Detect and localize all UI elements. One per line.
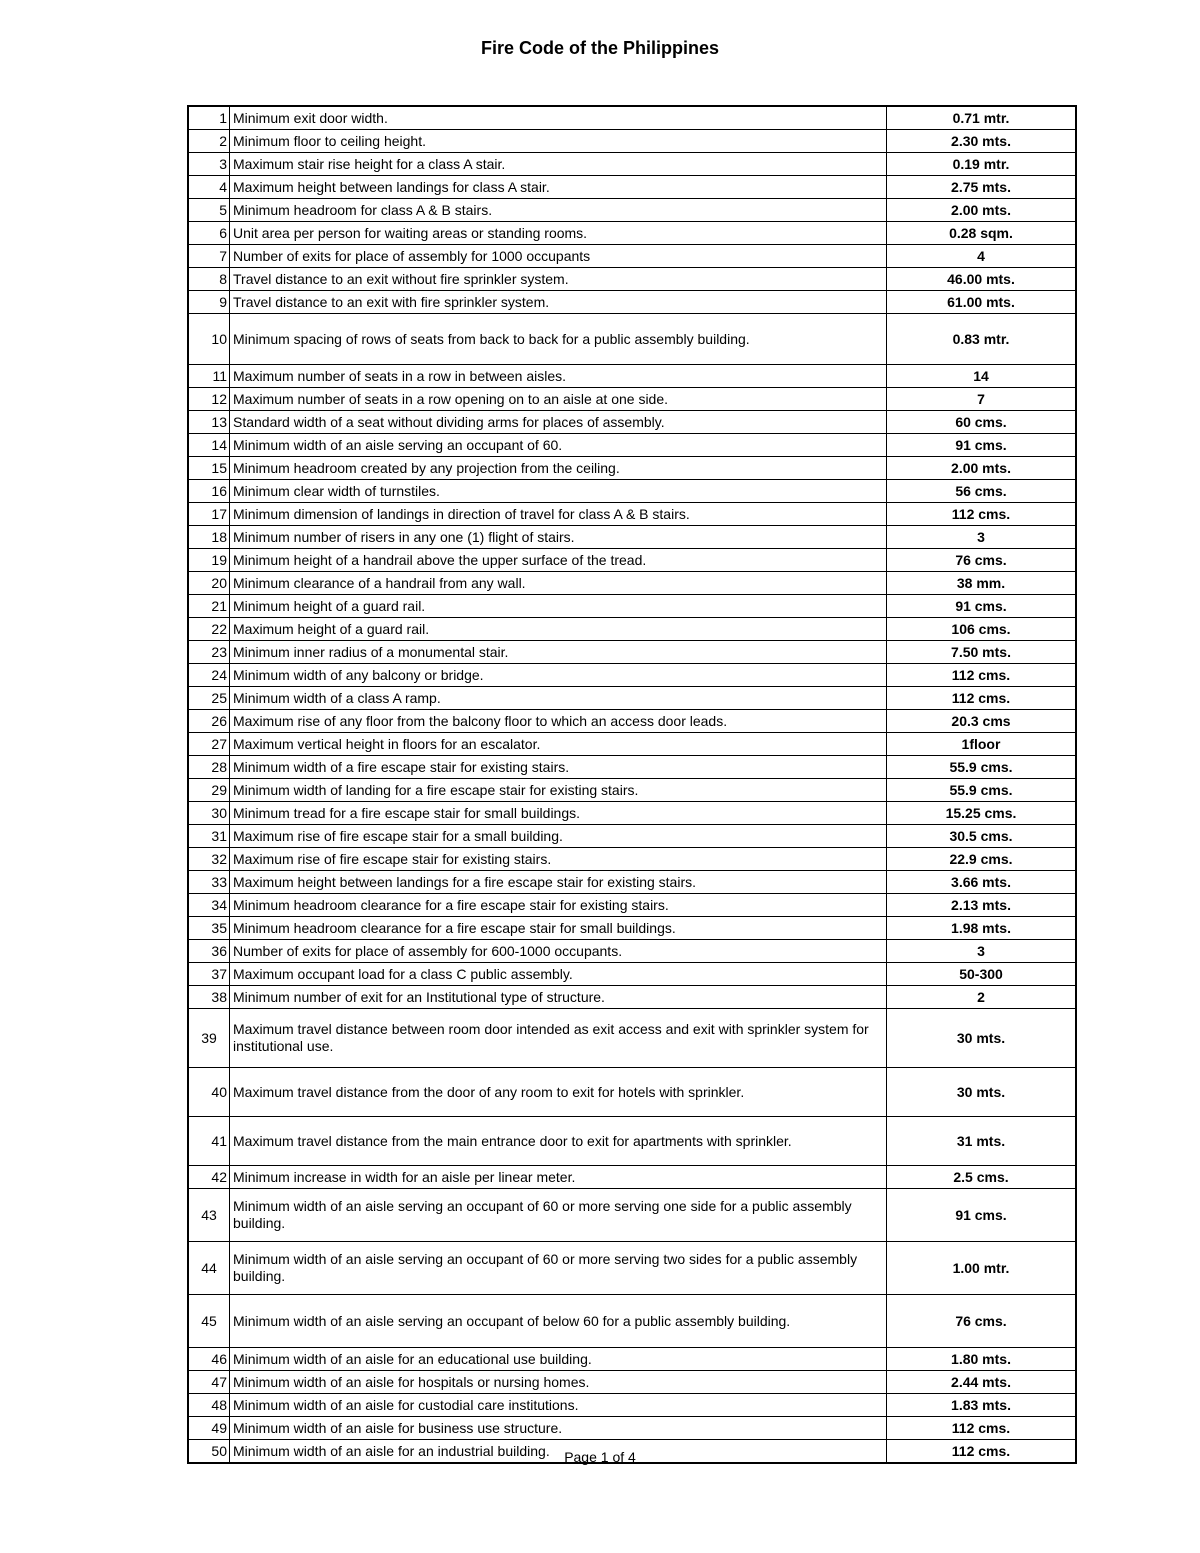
- row-description: Minimum inner radius of a monumental stair.: [230, 641, 887, 664]
- row-description: Minimum increase in width for an aisle per linear meter.: [230, 1166, 887, 1189]
- table-row: [188, 687, 1076, 710]
- row-description: Maximum number of seats in a row opening on to an aisle at one side.: [230, 388, 887, 411]
- row-number: 38: [188, 986, 230, 1009]
- row-number: 43: [188, 1189, 230, 1242]
- row-value: 1.80 mts.: [887, 1348, 1077, 1371]
- row-description: Minimum width of any balcony or bridge.: [230, 664, 887, 687]
- row-value: 30.5 cms.: [887, 825, 1077, 848]
- table-row: [188, 1295, 1076, 1348]
- row-description: Minimum width of an aisle for hospitals or nursing homes.: [230, 1371, 887, 1394]
- table-row: [188, 1189, 1076, 1242]
- row-value: 30 mts.: [887, 1068, 1077, 1117]
- row-number: 18: [188, 526, 230, 549]
- row-description: Minimum dimension of landings in direction of travel for class A & B stairs.: [230, 503, 887, 526]
- row-value: 20.3 cms: [887, 710, 1077, 733]
- row-number: 29: [188, 779, 230, 802]
- table-row: [188, 457, 1076, 480]
- row-number: 48: [188, 1394, 230, 1417]
- row-value: 3: [887, 526, 1077, 549]
- row-description: Minimum spacing of rows of seats from back to back for a public assembly building.: [230, 314, 887, 365]
- row-value: 3.66 mts.: [887, 871, 1077, 894]
- row-description: Minimum width of an aisle for custodial care institutions.: [230, 1394, 887, 1417]
- row-description: Minimum headroom clearance for a fire escape stair for existing stairs.: [230, 894, 887, 917]
- row-value: 112 cms.: [887, 1417, 1077, 1440]
- table-row: [188, 388, 1076, 411]
- table-row: [188, 917, 1076, 940]
- row-description: Number of exits for place of assembly for 600-1000 occupants.: [230, 940, 887, 963]
- table-row: [188, 1394, 1076, 1417]
- page-footer: Page 1 of 4: [564, 1449, 636, 1465]
- table-row: [188, 1371, 1076, 1394]
- row-number: 13: [188, 411, 230, 434]
- table-row: [188, 153, 1076, 176]
- table-row: [188, 434, 1076, 457]
- row-value: 22.9 cms.: [887, 848, 1077, 871]
- row-number: 10: [188, 314, 230, 365]
- row-description: Maximum number of seats in a row in between aisles.: [230, 365, 887, 388]
- row-description: Minimum width of an aisle for an industrial building.: [230, 1440, 887, 1464]
- row-value: 0.83 mtr.: [887, 314, 1077, 365]
- row-value: 4: [887, 245, 1077, 268]
- table-row: [188, 1417, 1076, 1440]
- row-value: 2.30 mts.: [887, 130, 1077, 153]
- row-number: 2: [188, 130, 230, 153]
- row-description: Minimum height of a handrail above the upper surface of the tread.: [230, 549, 887, 572]
- row-number: 45: [188, 1295, 230, 1348]
- row-number: 15: [188, 457, 230, 480]
- row-number: 39: [188, 1009, 230, 1068]
- row-number: 47: [188, 1371, 230, 1394]
- row-description: Minimum width of an aisle serving an occupant of 60 or more serving two sides for a public assembly building.: [230, 1242, 887, 1295]
- row-value: 1.00 mtr.: [887, 1242, 1077, 1295]
- row-value: 2.00 mts.: [887, 457, 1077, 480]
- row-value: 2.44 mts.: [887, 1371, 1077, 1394]
- row-number: 41: [188, 1117, 230, 1166]
- row-description: Travel distance to an exit without fire sprinkler system.: [230, 268, 887, 291]
- row-number: 49: [188, 1417, 230, 1440]
- row-number: 7: [188, 245, 230, 268]
- row-description: Minimum clear width of turnstiles.: [230, 480, 887, 503]
- row-value: 3: [887, 940, 1077, 963]
- row-value: 112 cms.: [887, 664, 1077, 687]
- table-row: [188, 825, 1076, 848]
- table-row: [188, 1348, 1076, 1371]
- row-number: 5: [188, 199, 230, 222]
- row-description: Minimum floor to ceiling height.: [230, 130, 887, 153]
- table-row: [188, 1009, 1076, 1068]
- row-description: Minimum width of a fire escape stair for existing stairs.: [230, 756, 887, 779]
- row-number: 14: [188, 434, 230, 457]
- row-number: 40: [188, 1068, 230, 1117]
- row-number: 26: [188, 710, 230, 733]
- row-description: Minimum width of an aisle for an educational use building.: [230, 1348, 887, 1371]
- row-description: Unit area per person for waiting areas or standing rooms.: [230, 222, 887, 245]
- table-row: [188, 756, 1076, 779]
- row-value: 2.75 mts.: [887, 176, 1077, 199]
- table-row: [188, 503, 1076, 526]
- table-row: [188, 291, 1076, 314]
- row-value: 1floor: [887, 733, 1077, 756]
- row-value: 112 cms.: [887, 687, 1077, 710]
- row-description: Minimum exit door width.: [230, 106, 887, 130]
- table-row: [188, 222, 1076, 245]
- row-number: 34: [188, 894, 230, 917]
- row-description: Number of exits for place of assembly for 1000 occupants: [230, 245, 887, 268]
- row-description: Maximum travel distance from the main entrance door to exit for apartments with sprinkler.: [230, 1117, 887, 1166]
- row-description: Maximum rise of fire escape stair for a small building.: [230, 825, 887, 848]
- row-number: 32: [188, 848, 230, 871]
- row-description: Maximum vertical height in floors for an escalator.: [230, 733, 887, 756]
- table-row: [188, 986, 1076, 1009]
- table-row: [188, 1117, 1076, 1166]
- table-row: [188, 365, 1076, 388]
- page-title: Fire Code of the Philippines: [480, 38, 720, 58]
- row-value: 7.50 mts.: [887, 641, 1077, 664]
- row-value: 7: [887, 388, 1077, 411]
- row-value: 106 cms.: [887, 618, 1077, 641]
- row-number: 35: [188, 917, 230, 940]
- row-value: 0.19 mtr.: [887, 153, 1077, 176]
- row-value: 2.13 mts.: [887, 894, 1077, 917]
- table-row: [188, 268, 1076, 291]
- row-number: 28: [188, 756, 230, 779]
- row-value: 60 cms.: [887, 411, 1077, 434]
- row-number: 37: [188, 963, 230, 986]
- row-value: 2: [887, 986, 1077, 1009]
- table-row: [188, 1068, 1076, 1117]
- row-description: Maximum height between landings for class A stair.: [230, 176, 887, 199]
- row-number: 1: [188, 106, 230, 130]
- row-value: 2.00 mts.: [887, 199, 1077, 222]
- table-row: [188, 411, 1076, 434]
- table-row: [188, 595, 1076, 618]
- row-description: Maximum rise of any floor from the balcony floor to which an access door leads.: [230, 710, 887, 733]
- table-row: [188, 618, 1076, 641]
- table-row: [188, 130, 1076, 153]
- row-value: 15.25 cms.: [887, 802, 1077, 825]
- row-description: Minimum width of an aisle serving an occupant of 60.: [230, 434, 887, 457]
- row-value: 0.28 sqm.: [887, 222, 1077, 245]
- row-number: 25: [188, 687, 230, 710]
- row-description: Minimum height of a guard rail.: [230, 595, 887, 618]
- row-description: Maximum travel distance between room door intended as exit access and exit with sprinkler system for institutional use.: [230, 1009, 887, 1068]
- row-value: 112 cms.: [887, 503, 1077, 526]
- table-row: [188, 710, 1076, 733]
- row-number: 42: [188, 1166, 230, 1189]
- table-row: [188, 848, 1076, 871]
- table-row: [188, 176, 1076, 199]
- row-description: Maximum height of a guard rail.: [230, 618, 887, 641]
- table-row: [188, 1242, 1076, 1295]
- fire-code-table: [187, 105, 1077, 1464]
- row-number: 33: [188, 871, 230, 894]
- row-number: 50: [188, 1440, 230, 1464]
- row-value: 55.9 cms.: [887, 756, 1077, 779]
- row-number: 46: [188, 1348, 230, 1371]
- row-description: Minimum width of an aisle serving an occupant of 60 or more serving one side for a public assembly building.: [230, 1189, 887, 1242]
- row-description: Minimum width of an aisle for business use structure.: [230, 1417, 887, 1440]
- table-row: [188, 802, 1076, 825]
- row-value: 61.00 mts.: [887, 291, 1077, 314]
- row-number: 12: [188, 388, 230, 411]
- row-description: Minimum width of a class A ramp.: [230, 687, 887, 710]
- row-description: Maximum occupant load for a class C public assembly.: [230, 963, 887, 986]
- row-value: 76 cms.: [887, 549, 1077, 572]
- table-row: [188, 1166, 1076, 1189]
- row-description: Minimum headroom created by any projection from the ceiling.: [230, 457, 887, 480]
- row-description: Minimum tread for a fire escape stair for small buildings.: [230, 802, 887, 825]
- row-value: 76 cms.: [887, 1295, 1077, 1348]
- row-number: 11: [188, 365, 230, 388]
- row-description: Minimum headroom for class A & B stairs.: [230, 199, 887, 222]
- table-row: [188, 940, 1076, 963]
- row-description: Minimum width of landing for a fire escape stair for existing stairs.: [230, 779, 887, 802]
- row-value: 91 cms.: [887, 595, 1077, 618]
- row-number: 3: [188, 153, 230, 176]
- row-description: Minimum clearance of a handrail from any wall.: [230, 572, 887, 595]
- table-row: [188, 245, 1076, 268]
- table-row: [188, 963, 1076, 986]
- table-row: [188, 779, 1076, 802]
- table-body: [188, 106, 1076, 1463]
- row-value: 91 cms.: [887, 434, 1077, 457]
- row-value: 112 cms.: [887, 1440, 1077, 1464]
- table-row: [188, 871, 1076, 894]
- row-description: Minimum number of risers in any one (1) flight of stairs.: [230, 526, 887, 549]
- row-value: 56 cms.: [887, 480, 1077, 503]
- row-number: 30: [188, 802, 230, 825]
- row-value: 31 mts.: [887, 1117, 1077, 1166]
- row-description: Maximum stair rise height for a class A stair.: [230, 153, 887, 176]
- row-number: 19: [188, 549, 230, 572]
- row-number: 27: [188, 733, 230, 756]
- row-value: 30 mts.: [887, 1009, 1077, 1068]
- table-row: [188, 733, 1076, 756]
- row-description: Minimum number of exit for an Institutional type of structure.: [230, 986, 887, 1009]
- row-number: 21: [188, 595, 230, 618]
- table-row: [188, 526, 1076, 549]
- row-value: 14: [887, 365, 1077, 388]
- row-description: Minimum headroom clearance for a fire escape stair for small buildings.: [230, 917, 887, 940]
- row-value: 55.9 cms.: [887, 779, 1077, 802]
- row-description: Travel distance to an exit with fire sprinkler system.: [230, 291, 887, 314]
- table-row: [188, 572, 1076, 595]
- row-number: 16: [188, 480, 230, 503]
- row-value: 1.98 mts.: [887, 917, 1077, 940]
- row-value: 2.5 cms.: [887, 1166, 1077, 1189]
- table-row: [188, 199, 1076, 222]
- row-value: 1.83 mts.: [887, 1394, 1077, 1417]
- row-number: 22: [188, 618, 230, 641]
- row-description: Maximum rise of fire escape stair for existing stairs.: [230, 848, 887, 871]
- table-row: [188, 664, 1076, 687]
- row-number: 24: [188, 664, 230, 687]
- row-number: 17: [188, 503, 230, 526]
- table-row: [188, 549, 1076, 572]
- row-description: Maximum travel distance from the door of any room to exit for hotels with sprinkler.: [230, 1068, 887, 1117]
- row-number: 36: [188, 940, 230, 963]
- table-row: [188, 314, 1076, 365]
- row-value: 38 mm.: [887, 572, 1077, 595]
- row-number: 31: [188, 825, 230, 848]
- row-number: 6: [188, 222, 230, 245]
- row-value: 50-300: [887, 963, 1077, 986]
- row-description: Minimum width of an aisle serving an occupant of below 60 for a public assembly building.: [230, 1295, 887, 1348]
- row-number: 4: [188, 176, 230, 199]
- row-value: 46.00 mts.: [887, 268, 1077, 291]
- table-row: [188, 106, 1076, 130]
- row-value: 0.71 mtr.: [887, 106, 1077, 130]
- row-number: 23: [188, 641, 230, 664]
- row-value: 91 cms.: [887, 1189, 1077, 1242]
- row-number: 8: [188, 268, 230, 291]
- row-number: 9: [188, 291, 230, 314]
- table-row: [188, 894, 1076, 917]
- table-row: [188, 641, 1076, 664]
- row-number: 20: [188, 572, 230, 595]
- row-description: Standard width of a seat without dividing arms for places of assembly.: [230, 411, 887, 434]
- table-row: [188, 480, 1076, 503]
- row-description: Maximum height between landings for a fire escape stair for existing stairs.: [230, 871, 887, 894]
- row-number: 44: [188, 1242, 230, 1295]
